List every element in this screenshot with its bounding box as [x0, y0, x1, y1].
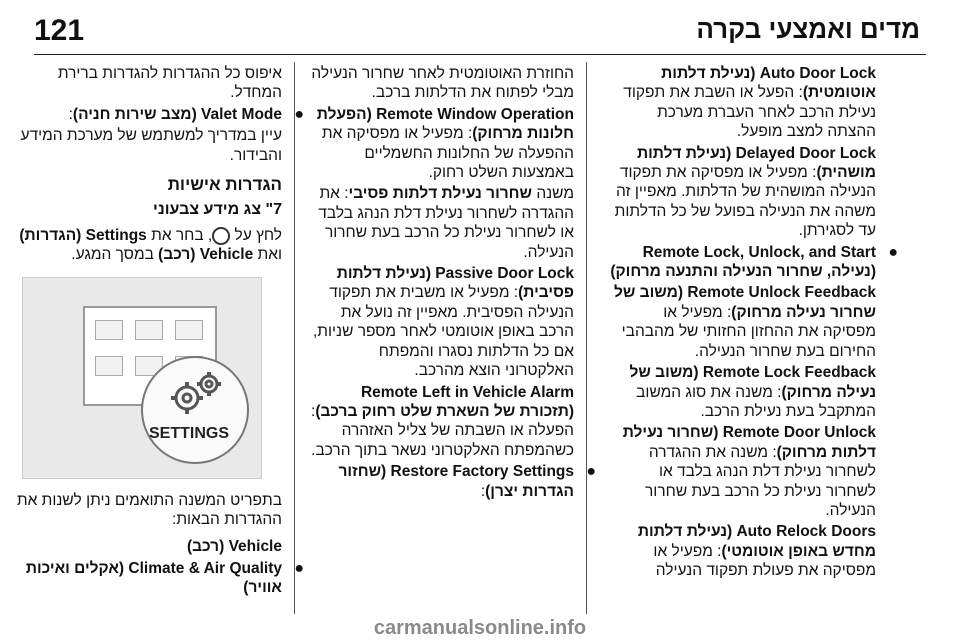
- bullet-icon: ●: [888, 243, 898, 261]
- bullet-icon: ●: [294, 105, 304, 123]
- valet-bullet: [14, 105, 304, 124]
- column-divider: [586, 62, 587, 614]
- submenu-text: בתפריט המשנה התואמים ניתן לשנות את ההגדרות הבאות:: [16, 491, 282, 529]
- restore-factory-settings: Restore Factory Settings (שחזור הגדרות יצרן):: [338, 463, 574, 500]
- watermark: carmanualsonline.info: [373, 617, 587, 639]
- climate-air-quality: Climate & Air Quality (אקלים ואיכות אוויר): [25, 559, 282, 597]
- magnifier-callout: [141, 356, 249, 464]
- bullet-icon: ●: [294, 559, 304, 577]
- remote-lock-bullet: [608, 243, 898, 282]
- middle-column: [306, 64, 596, 503]
- app-tile: [175, 320, 203, 340]
- app-tile: [95, 356, 123, 376]
- remote-unlock-feedback: Remote Unlock Feedback (משוב של שחרור נעילה מרחוק): מפעיל או מפסיקה את ההחזון החזותי של מהבהבי החירום בעת שחרור הנעילה.: [614, 284, 876, 360]
- section-heading: הגדרות אישיות: [167, 175, 282, 195]
- sub-heading: 7" צג מידע צבעוני: [153, 201, 282, 219]
- passive-door-unlock: משנה שחרור נעילת דלתות פסיבי: את ההגדרה לשחרור נעילת דלת הנהג בלבד או לשחרור נעילת כל הרכב בעת שחרור הנעילה.: [318, 185, 574, 261]
- gear-icon: [212, 227, 230, 245]
- restore-bullet: [306, 462, 596, 501]
- remote-door-unlock: Remote Door Unlock (שחרור נעילת דלתות מרחוק): משנה את ההגדרה לשחרור נעילת דלת הנהג בלבד או לשחרור נעילת כל הרכב בעת שחרור הנעילה.: [622, 424, 876, 519]
- bullet-icon: ●: [586, 463, 596, 481]
- gears-icon: [165, 368, 225, 424]
- app-tile: [135, 320, 163, 340]
- app-tile: [95, 320, 123, 340]
- settings-screen-illustration: [22, 277, 262, 479]
- delayed-door-lock: Delayed Door Lock (נעילת דלתות מושהית): מפעיל או מפסיקה את תפקוד הנעילה המושהית של הדלתות. מאפיין זה משהה את הנעילה בפועל של כל הדלתות עד לסגירתן.: [614, 144, 876, 240]
- chapter-title: מדים ואמצעי בקרה: [696, 14, 920, 44]
- remote-lock-feedback: Remote Lock Feedback (משוב של נעילה מרחוק): משנה את סוג המשוב המתקבל בעת נעילת הרכב.: [629, 364, 876, 420]
- remote-left-alarm: Remote Left in Vehicle Alarm (תזכורת של השארת שלט רחוק ברכב): הפעלה או השבתה של צליל האזהרה כשהמפתח האלקטרוני נשאר בתוך הרכב.: [311, 383, 574, 459]
- left-column: [14, 64, 304, 600]
- page-number: 121: [34, 14, 85, 47]
- remote-lock-heading: Remote Lock, Unlock, and Start (נעילה, שחרור הנעילה והתנעה מרחוק): [610, 243, 876, 281]
- passive-door-lock: Passive Door Lock (נעילת דלתות פסיבית): מפעיל או משבית את תפקוד הנעילה הפסיבית. מאפיין זה נועל את הרכב באופן אוטומטי לאחר מספר שניות, אם כל הדלתות נסגרו והמפתח האלקטרוני הוצא מהרכב.: [312, 265, 574, 380]
- relock-continuation: החוזרת האוטומטית לאחר שחרור הנעילה מבלי לפתוח את הדלתות ברכב.: [311, 65, 574, 102]
- right-column: [608, 64, 898, 583]
- settings-label: SETTINGS: [149, 424, 230, 442]
- remote-window-operation: Remote Window Operation (הפעלת חלונות מרחוק): מפעיל או מפסיקה את ההפעלה של החלונות החשמליים באמצעות השלט רחוק.: [316, 105, 574, 182]
- column-divider: [294, 62, 295, 614]
- reset-text: איפוס כל ההגדרות להגדרות ברירת המחדל.: [57, 65, 282, 102]
- valet-mode: Valet Mode (מצב שירות חניה):: [68, 105, 282, 123]
- auto-door-lock: Auto Door Lock (נעילת דלתות אוטומטית): הפעל או השבת את תפקוד נעילת הרכב לאחר העברת מערכת ההצתה למצב מופעל.: [623, 65, 876, 141]
- infotainment-reference: עיין במדריך למשתמש של מערכת המידע והבידור.: [20, 127, 282, 164]
- vehicle-heading: Vehicle (רכב): [186, 538, 282, 556]
- header-rule: [34, 54, 926, 55]
- page-header: [0, 0, 960, 52]
- climate-bullet: [14, 559, 304, 598]
- settings-instructions: לחץ על , בחר את Settings (הגדרות) ואת Vehicle (רכב) במסך המגע.: [19, 226, 282, 264]
- auto-relock-doors: Auto Relock Doors (נעילת דלתות מחדש באופן אוטומטי): מפעיל או מפסיקה את פעולת תפקוד הנעילה: [637, 523, 876, 580]
